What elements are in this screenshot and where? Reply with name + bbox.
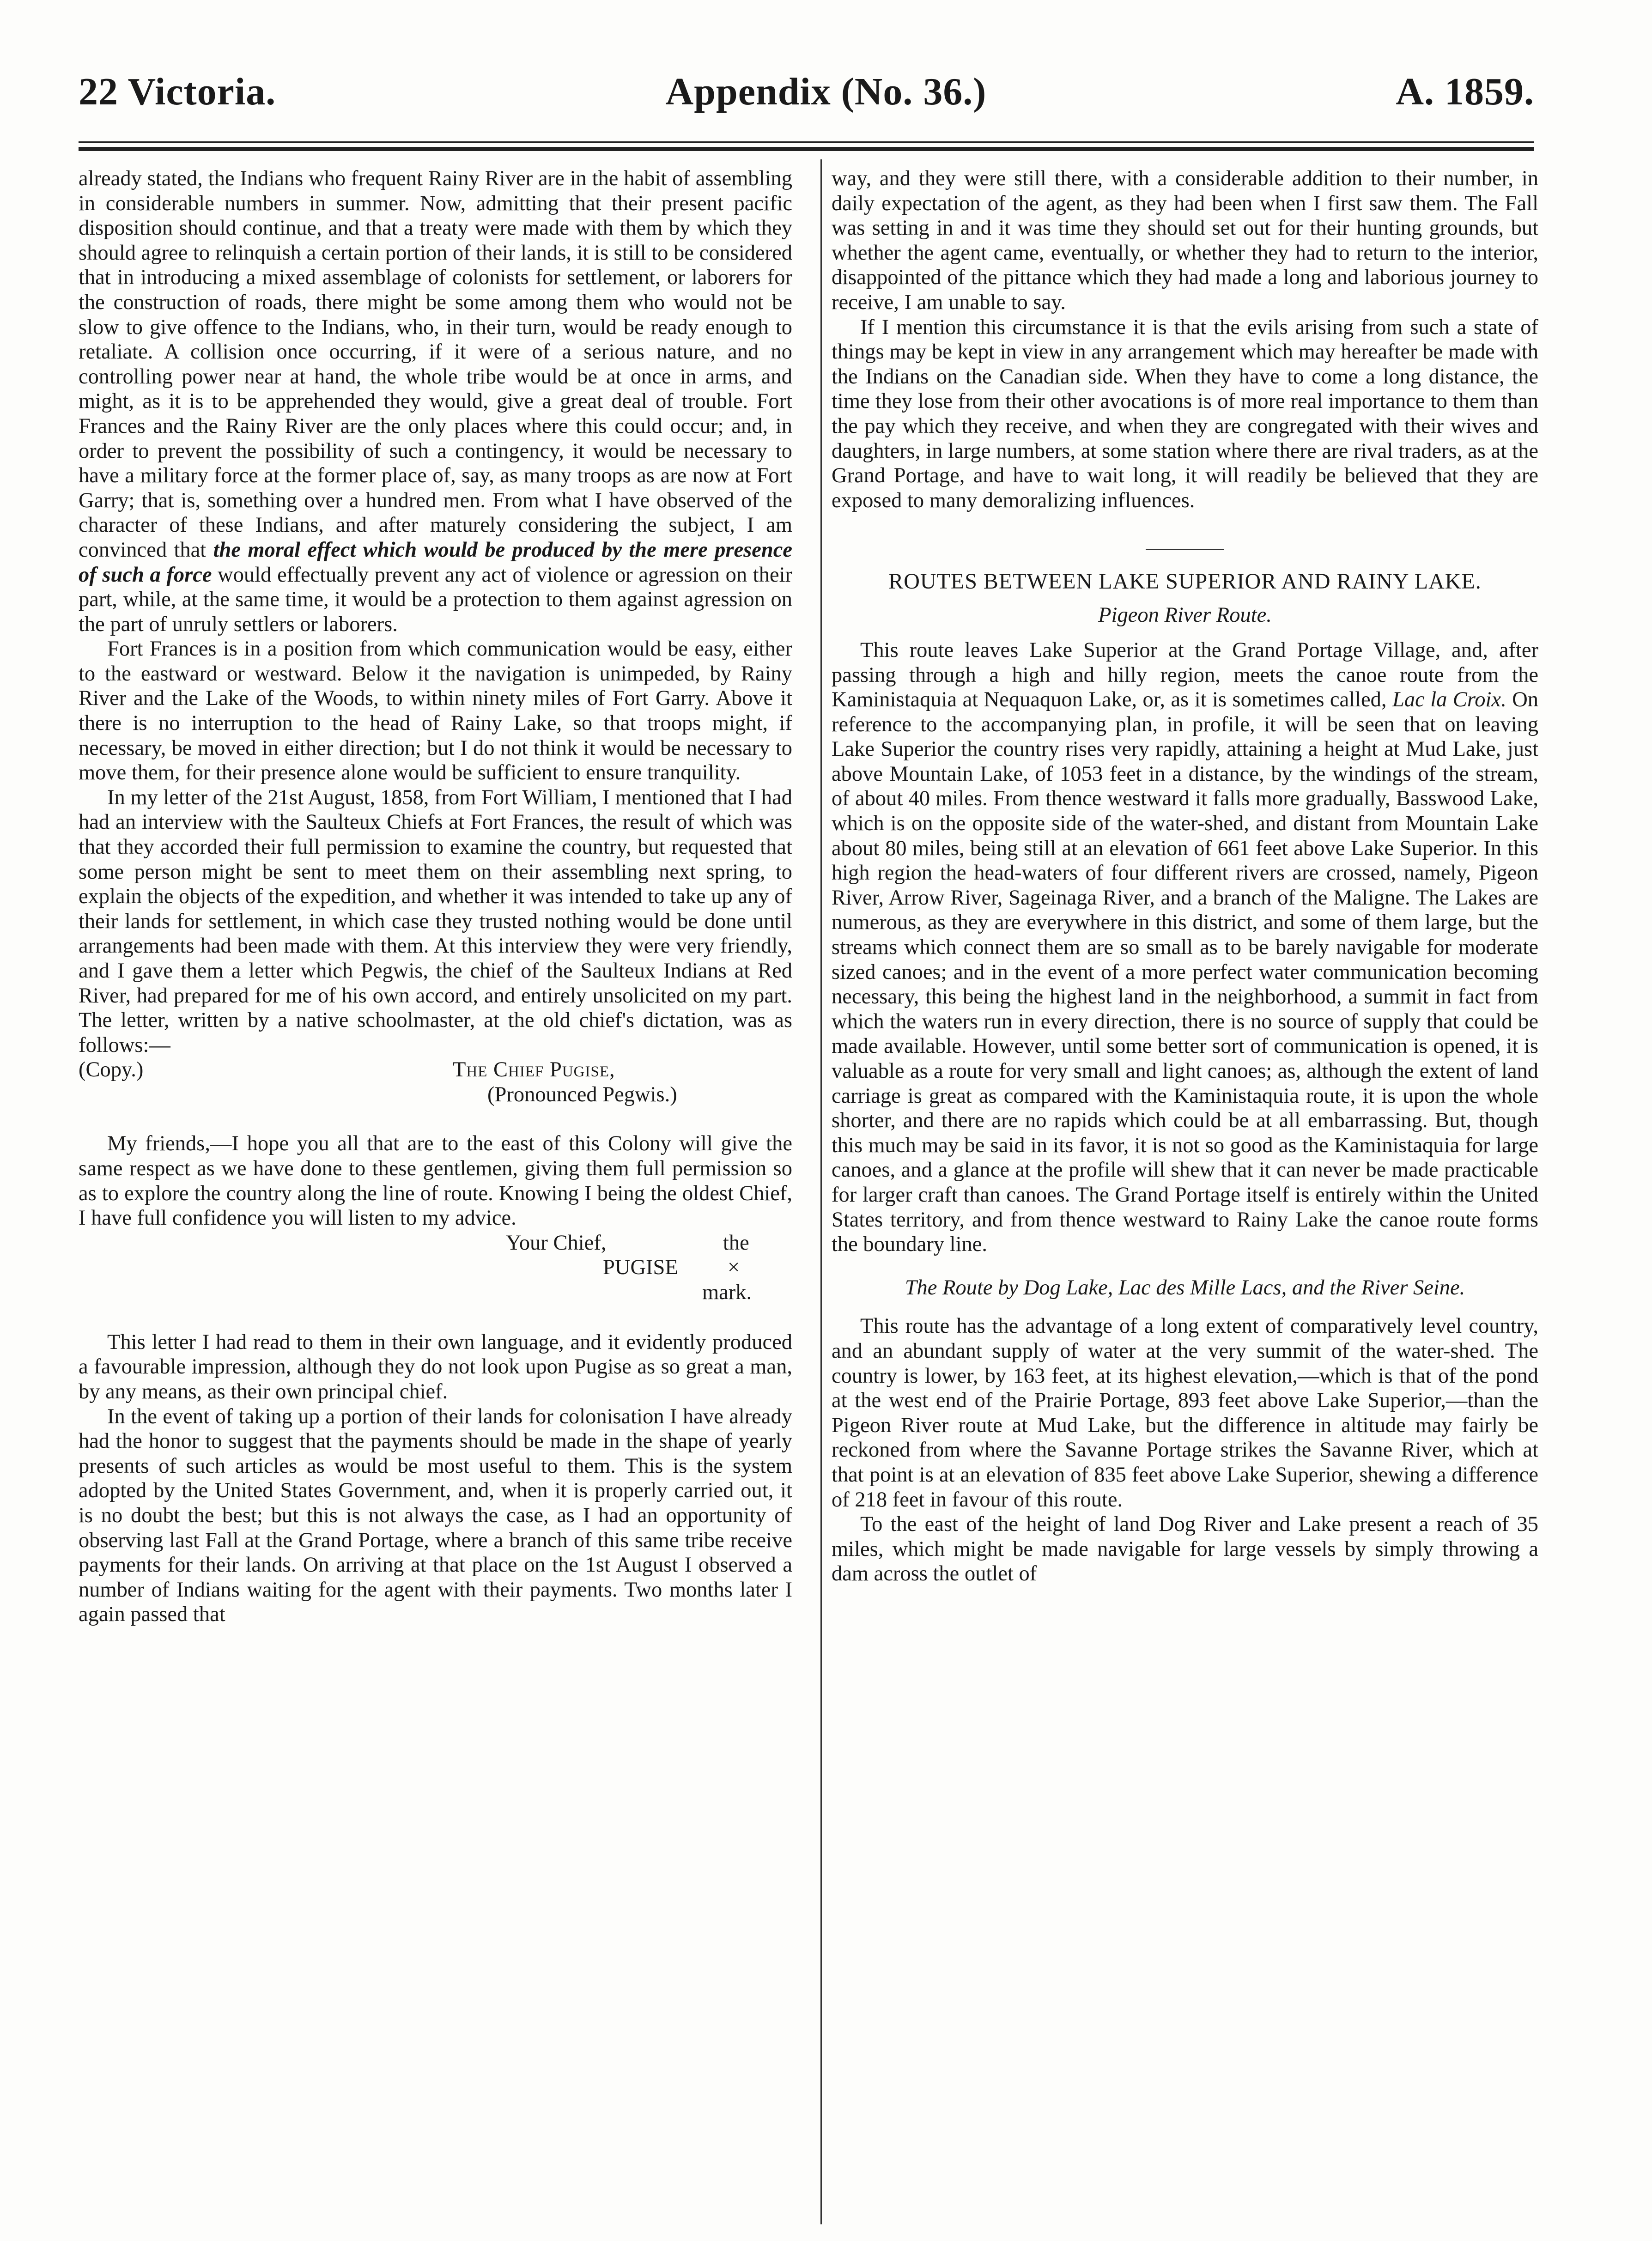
letter-body: My friends,—I hope you all that are to the east of this Colony will give the same respect as we have done to these gentlemen, giving them full permission so as to explore the country along the line of route. Knowing I being the oldest Chief, I have full confidence you will listen to my advice. [79,1132,792,1230]
paragraph-pigeon-route [832,638,1538,1257]
letter-heading [79,1057,792,1131]
signature-name: PUGISE [603,1256,678,1280]
paragraph-letter-intro: In my letter of the 21st August, 1858, from Fort William, I mentioned that I had had an interview with the Saulteux Chiefs at Fort Frances, the result of which was that they accorded their full permission to examine the country, but requested that some person might be sent to meet them on their assembling next spring, to explain the objects of the expedition, and whether it was intended to take up any of their lands for settlement, in which case they trusted nothing would be done until arrangements had been made with them. At this interview they were very friendly, and I gave them a letter which Pegwis, the chief of the Saulteux Indians at Red River, had prepared for me of his own accord, and entirely unsolicited on my part. The letter, written by a native schoolmaster, at the old chief's dictation, was as follows:— [79,785,792,1057]
signature-the: the [723,1231,749,1255]
header-year: A. 1859. [1396,70,1534,113]
letter-signature [79,1231,792,1330]
section-divider [1146,549,1224,550]
letter-title: The Chief Pugise, [453,1058,615,1082]
header-rule-thin [79,141,1534,143]
text: On reference to the accompanying plan, in profile, it will be seen that on leaving Lake Superior the country rises very rapidly, attaining a height at Mud Lake, just above Mountain Lake, of 1053 feet in a distance, by the windings of the stream, of about 40 miles. From thence westward it falls more gradually, Basswood Lake, which is on the opposite side of the water-shed, and distant from Mountain Lake about 80 miles, being still at an elevation of 661 feet above Lake Superior. In this high region the head-waters of four different rivers are crossed, namely, Pigeon River, Arrow River, Sageinaga River, and a branch of the Maligne. The Lakes are numerous, as they are everywhere in this district, and some of them large, but the streams which connect them are so small as to be barely navigable for moderate sized canoes; and in the event of a more perfect water communication becoming necessary, this being the highest land in the neighborhood, a summit in fact from which the waters run in every direction, there is no source of supply that could be made available. However, until some better sort of communication is opened, it is valuable as a route for very small and light canoes; as, although the extent of land carriage is great as compared with the Kaministaquia route, it is upon the whole shorter, and there are no rapids which could be at all embarrassing. But, though this much may be said in its favor, it is not so good as the Kaministaquia for large canoes, and a glance at the profile will shew that it can never be made practicable for larger craft than canoes. The Grand Portage itself is entirely within the United States territory, and from thence westward to Rainy Lake the canoe route forms the boundary line. [832,688,1539,1257]
emphasized-text: the moral effect which would be produced by the mere presence of such a force [79,538,792,587]
copy-label: (Copy.) [79,1058,144,1082]
right-column [818,166,1538,1586]
paragraph-dog-river: To the east of the height of land Dog River and Lake present a reach of 35 miles, which might be made navigable for large vessels by simply throwing a dam across the outlet of [832,1512,1538,1586]
left-column [79,166,792,1627]
header-rule-thick [79,147,1534,151]
text: This route leaves Lake Superior at the Grand Portage Village, and, after passing through a high and hilly region, meets the canoe route from the Kaministaquia at Nequaquon Lake, or, as it is sometimes called, [832,638,1538,712]
paragraph-fort-frances: Fort Frances is in a position from which communication would be easy, either to the eastward or westward. Below it the navigation is unimpeded, by Rainy River and the Lake of the Woods, to within ninety miles of Fort Garry. Above it there is no interruption to the head of Rainy Lake, so that troops might, if necessary, be moved in either direction; but I do not think it would be necessary to move them, for their presence alone would be sufficient to ensure tranquility. [79,637,792,785]
paragraph-indian-assembly [79,166,792,637]
signature-mark: mark. [702,1280,752,1304]
emphasized-text: Lac la Croix. [1392,688,1506,712]
paragraph-continuation: way, and they were still there, with a considerable addition to their number, in daily expectation of the agent, as they had been when I first saw them. The Fall was setting in and it was time they should set out for their hunting grounds, but whether the agent came, eventually, or whether they had to return to the interior, disappointed of the pittance which they had made a long and laborious journey to receive, I am unable to say. [832,167,1538,314]
text: would effectually prevent any act of violence or agression on their part, while, at the same time, it would be a protection to them against agression on the part of unruly settlers or laborers. [79,563,792,636]
header-session: 22 Victoria. [79,70,276,113]
subheading-pigeon-river: Pigeon River Route. [1098,603,1272,627]
text: already stated, the Indians who frequent Rainy River are in the habit of assembling in considerable numbers in summer. Now, admitting that their present pacific disposition should continue, and that a treaty were made with them by which they should agree to relinquish a certain portion of their lands, it is still to be considered that in introducing a mixed assemblage of colonists for settlement, or laborers for the construction of roads, there might be some among them who would not be slow to give offence to the Indians, who, in their turn, would be ready enough to retaliate. A collision once occurring, if it were of a serious nature, and no controlling power near at hand, the whole tribe would be at once in arms, and might, as it is to be apprehended they would, give a great deal of trouble. Fort Frances and the Rainy River are the only places where this could occur; and, in order to prevent the possibility of such a contingency, it would be necessary to have a military force at the former place of, say, as many troops as are now at Fort Garry; that is, something over a hundred men. From what I have observed of the character of these Indians, and after maturely considering the subject, I am convinced that [79,167,792,562]
paragraph-letter-effect: This letter I had read to them in their own language, and it evidently produced a favourable impression, although they do not look upon Pugise as so great a man, by any means, as their own principal chief. [79,1330,792,1403]
paragraph-dog-lake-route: This route has the advantage of a long extent of comparatively level country, and an abundant supply of water at the very summit of the water-shed. The country is lower, by 163 feet, at its highest elevation,—which is that of the pond at the west end of the Prairie Portage, 893 feet above Lake Superior,—than the Pigeon River route at Mud Lake, but the difference in altitude may fairly be reckoned from where the Savanne Portage strikes the Savanne River, which at that point is at an elevation of 835 feet above Lake Superior, shewing a difference of 218 feet in favour of this route. [832,1314,1538,1512]
paragraph-evils: If I mention this circumstance it is that the evils arising from such a state of things may be kept in view in any arrangement which may hereafter be made with the Indians on the Canadian side. When they have to come a long distance, the time they lose from their other avocations is of more real importance to them than the pay which they receive, and when they are congregated with their wives and daughters, in large numbers, at some station where there are rival traders, as at the Grand Portage, and have to wait long, it will readily be believed that they are exposed to many demoralizing influences. [832,315,1538,512]
paragraph-payments: In the event of taking up a portion of their lands for colonisation I have already had the honor to suggest that the payments should be made in the shape of yearly presents of such articles as would be most useful to them. This is the system adopted by the United States Government, and, when it is properly carried out, it is no doubt the best; but this is not always the case, as I had an opportunity of observing last Fall at the Grand Portage, where a branch of this same tribe receive payments for their lands. On arriving at that place on the 1st August I observed a number of Indians waiting for the agent with their payments. Two months later I again passed that [79,1404,792,1627]
header-appendix: Appendix (No. 36.) [665,70,987,113]
subheading-dog-lake: The Route by Dog Lake, Lac des Mille Lacs, and the River Seine. [905,1275,1465,1300]
signature-x-mark: × [728,1256,740,1280]
signature-your-chief: Your Chief, [506,1231,607,1255]
section-title: ROUTES BETWEEN LAKE SUPERIOR AND RAINY LAKE. [888,569,1482,594]
letter-pronunciation: (Pronounced Pegwis.) [487,1082,677,1106]
